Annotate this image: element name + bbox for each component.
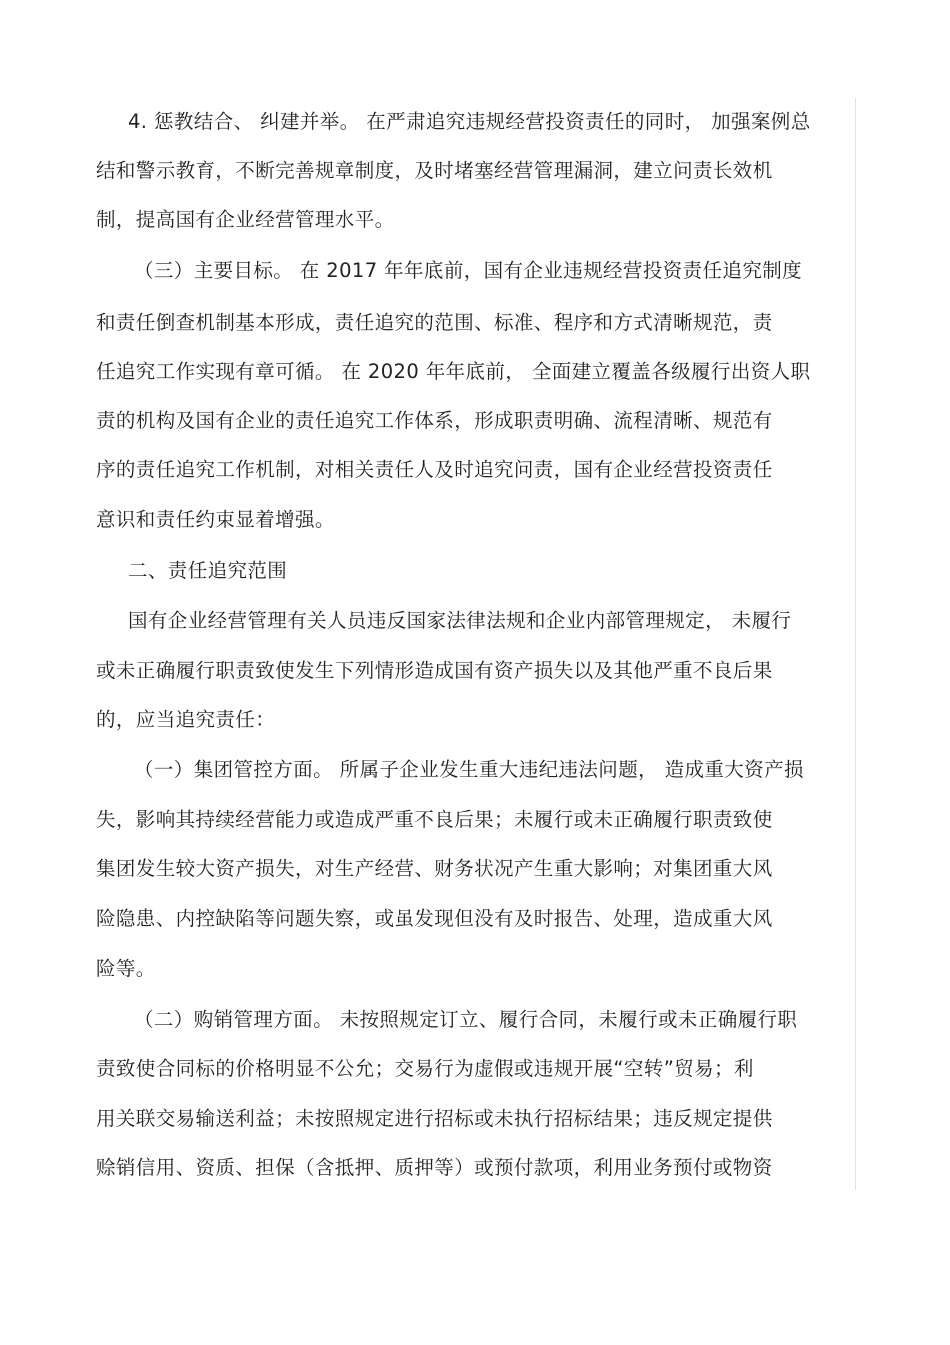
text-line-6: 任追究工作实现有章可循。 在 2020 年年底前， 全面建立覆盖各级履行出资人职 [96,360,811,383]
text-line-1: 4. 惩教结合、 纠建并举。 在严肃追究违规经营投资责任的同时， 加强案例总 [128,110,811,133]
text-line-2: 结和警示教育，不断完善规章制度，及时堵塞经营管理漏洞，建立问责长效机 [96,159,773,182]
text-line-17: 险隐患、内控缺陷等问题失察，或虽发现但没有及时报告、处理，造成重大风 [96,907,773,930]
text-line-11: 国有企业经营管理有关人员违反国家法律法规和企业内部管理规定， 未履行 [128,609,792,632]
text-line-4: （三）主要目标。 在 2017 年年底前，国有企业违规经营投资责任追究制度 [134,259,803,282]
text-line-14: （一）集团管控方面。 所属子企业发生重大违纪违法问题， 造成重大资产损 [134,758,804,781]
text-line-3: 制，提高国有企业经营管理水平。 [96,208,395,231]
text-line-8: 序的责任追究工作机制，对相关责任人及时追究问责，国有企业经营投资责任 [96,458,773,481]
text-line-15: 失，影响其持续经营能力或造成严重不良后果；未履行或未正确履行职责致使 [96,808,773,831]
text-line-16: 集团发生较大资产损失，对生产经营、财务状况产生重大影响；对集团重大风 [96,857,773,880]
text-line-7: 责的机构及国有企业的责任追究工作体系，形成职责明确、流程清晰、规范有 [96,409,773,432]
text-line-21: 用关联交易输送利益；未按照规定进行招标或未执行招标结果；违反规定提供 [96,1107,773,1130]
text-line-18: 险等。 [96,957,156,980]
text-line-5: 和责任倒查机制基本形成，责任追究的范围、标准、程序和方式清晰规范，责 [96,311,773,334]
text-line-19: （二）购销管理方面。 未按照规定订立、履行合同，未履行或未正确履行职 [134,1008,798,1031]
text-line-13: 的，应当追究责任： [96,708,276,731]
text-line-22: 赊销信用、资质、担保（含抵押、质押等）或预付款项，利用业务预付或物资 [96,1156,773,1179]
page-edge-rule [855,98,856,1190]
section-heading: 二、责任追究范围 [128,559,288,582]
text-line-12: 或未正确履行职责致使发生下列情形造成国有资产损失以及其他严重不良后果 [96,659,773,682]
text-line-9: 意识和责任约束显着增强。 [96,508,335,531]
text-line-20: 责致使合同标的价格明显不公允；交易行为虚假或违规开展“空转”贸易；利 [96,1057,754,1080]
